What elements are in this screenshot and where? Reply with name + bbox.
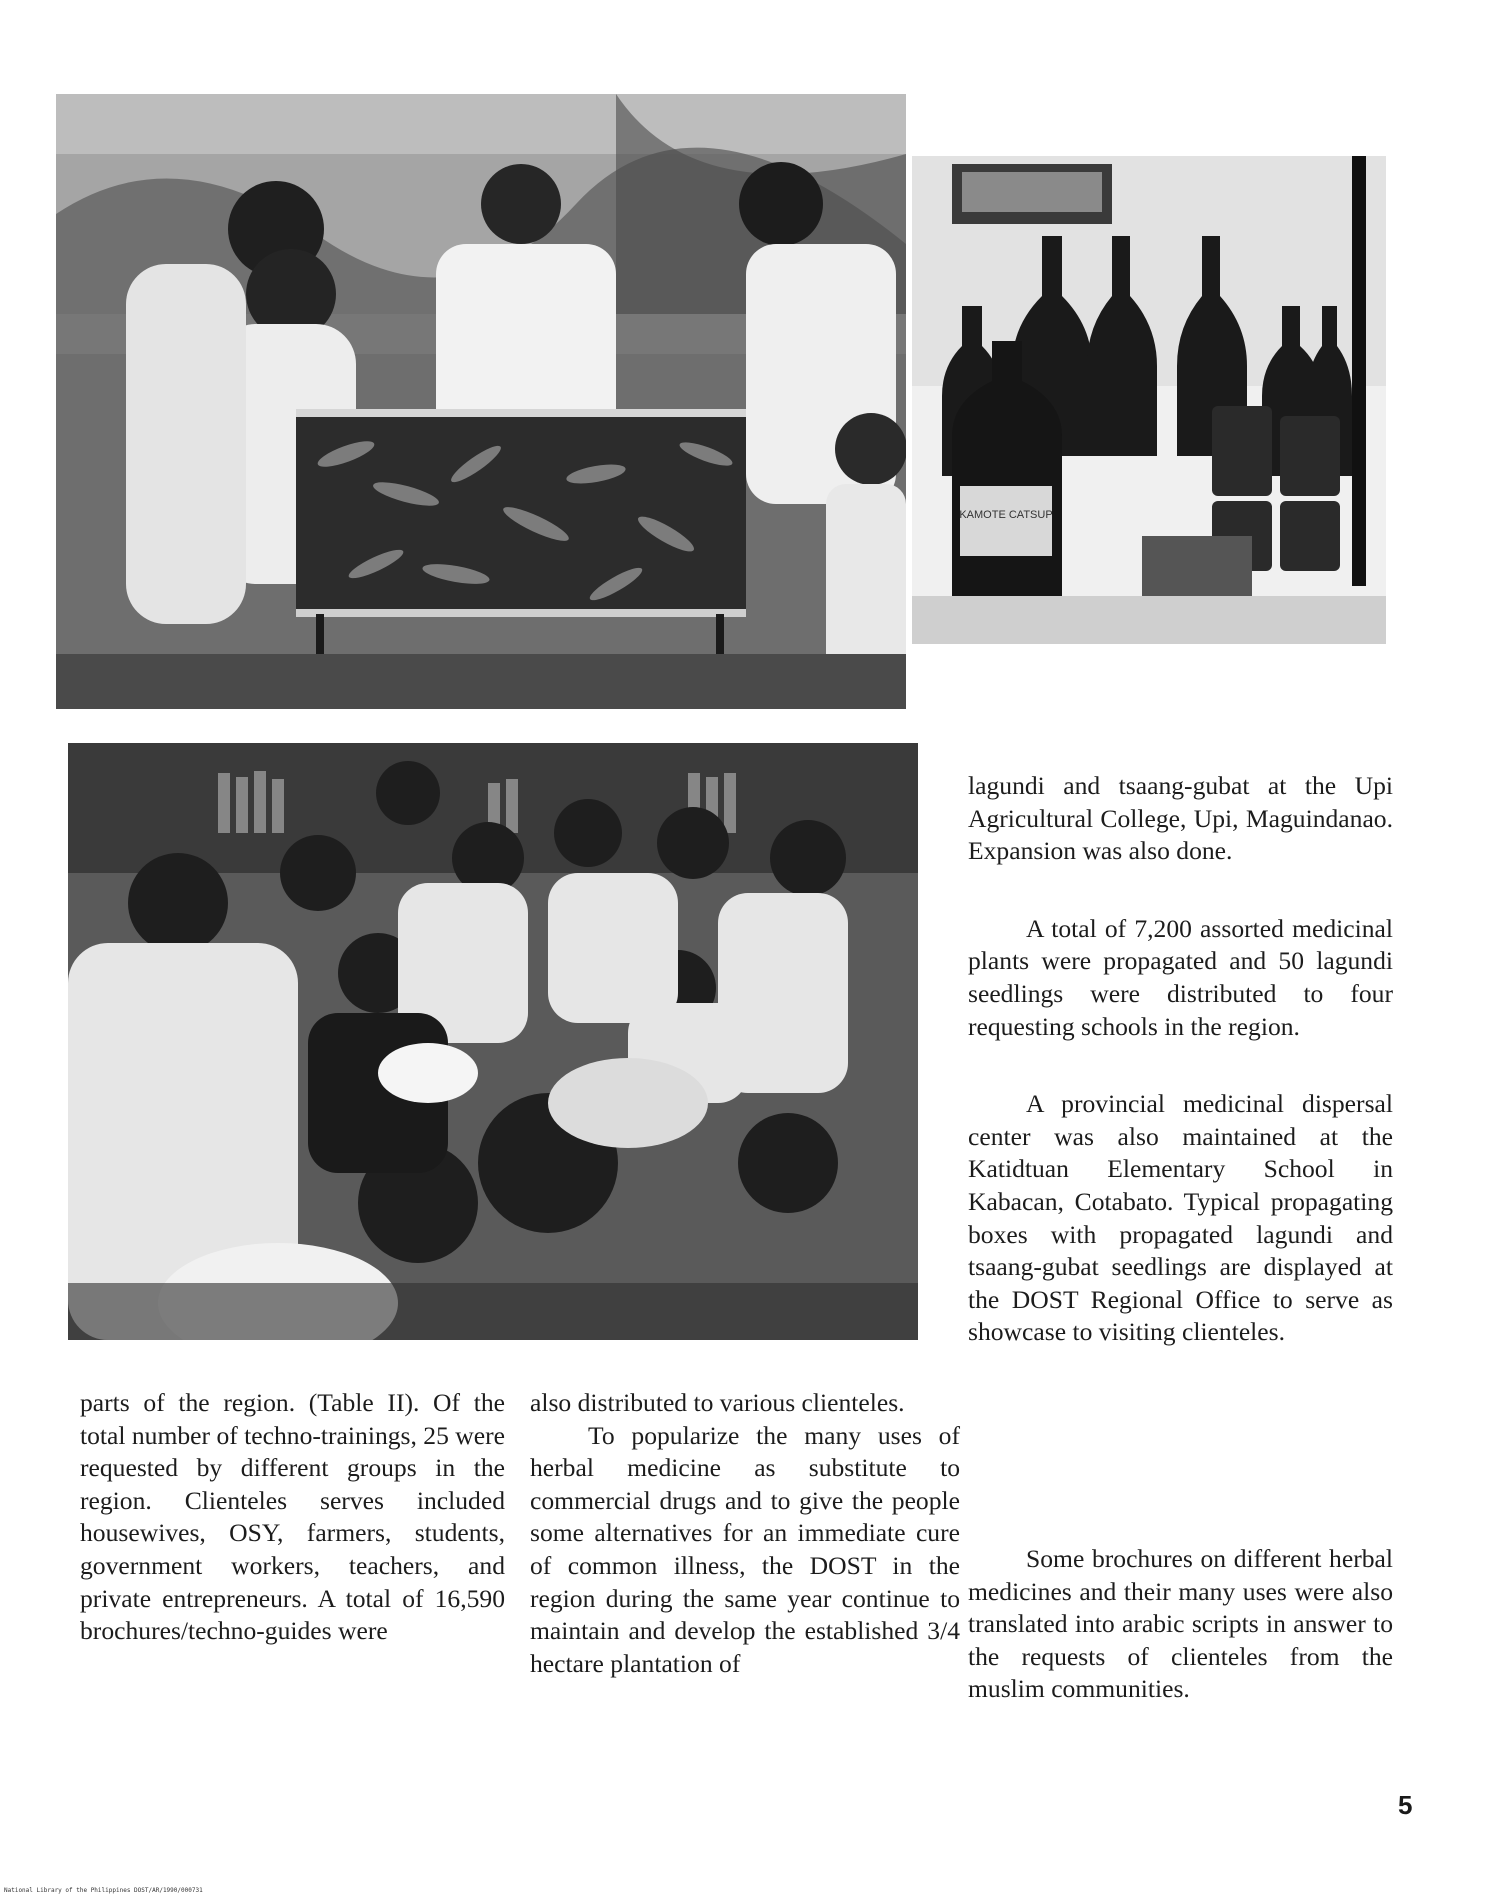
photo-group-image — [68, 743, 918, 1340]
paragraph-brochures: Some brochures on different herbal medicines and their many uses were also translated into arabic scripts in answer to the requests of clienteles from the muslim communities. — [968, 1544, 1393, 1704]
text-column-middle — [530, 1387, 960, 1680]
paragraph-clienteles: parts of the region. (Table II). Of the total number of techno-trainings, 25 were requested by different groups in the region. Clienteles serves included housewives, OSY, farmers, students, government workers, teachers, and private entrepreneurs. A total of 16,590 brochures/techno-guides were — [80, 1388, 506, 1646]
text-column-left — [80, 1387, 505, 1648]
text-column-right-top — [968, 770, 1393, 1349]
photo-group — [68, 743, 918, 1340]
photo-bottles-image — [912, 156, 1386, 644]
bottle-label-text: KAMOTE CATSUP — [959, 509, 1053, 521]
paragraph-herbal-medicine: To popularize the many uses of herbal medicine as substitute to commercial drugs and to give the people some alternatives for an immediate cure of common illness, the DOST in the region during the same year continue to maintain and develop the established 3/4 hectare plantation of — [530, 1420, 960, 1678]
paragraph-propagated: A total of 7,200 assorted medicinal plants were propagated and 50 lagundi seedlings were distributed to four requesting schools in the region. — [968, 913, 1393, 1041]
footer-credit: National Library of the Philippines DOST/AR/1990/000731 — [4, 1887, 203, 1894]
text-column-right-bottom — [968, 1543, 1393, 1706]
page-number: 5 — [1398, 1790, 1413, 1820]
photo-bottles — [912, 156, 1386, 644]
paragraph-dispersal-center: A provincial medicinal dispersal center was also maintained at the Katidtuan Elementary School in Kabacan, Cotabato. Typical propagating boxes with propagated lagundi and tsaang-gubat seedlings are displayed at the DOST Regional Office to serve as showcase to visiting clienteles. — [968, 1089, 1393, 1347]
photo-herb-drying-image — [56, 94, 906, 709]
photo-herb-drying — [56, 94, 906, 709]
paragraph-plantation: lagundi and tsaang-gubat at the Upi Agricultural College, Upi, Maguindanao. Expansion was also done. — [968, 771, 1393, 866]
paragraph-distributed: also distributed to various clienteles. — [530, 1388, 905, 1417]
